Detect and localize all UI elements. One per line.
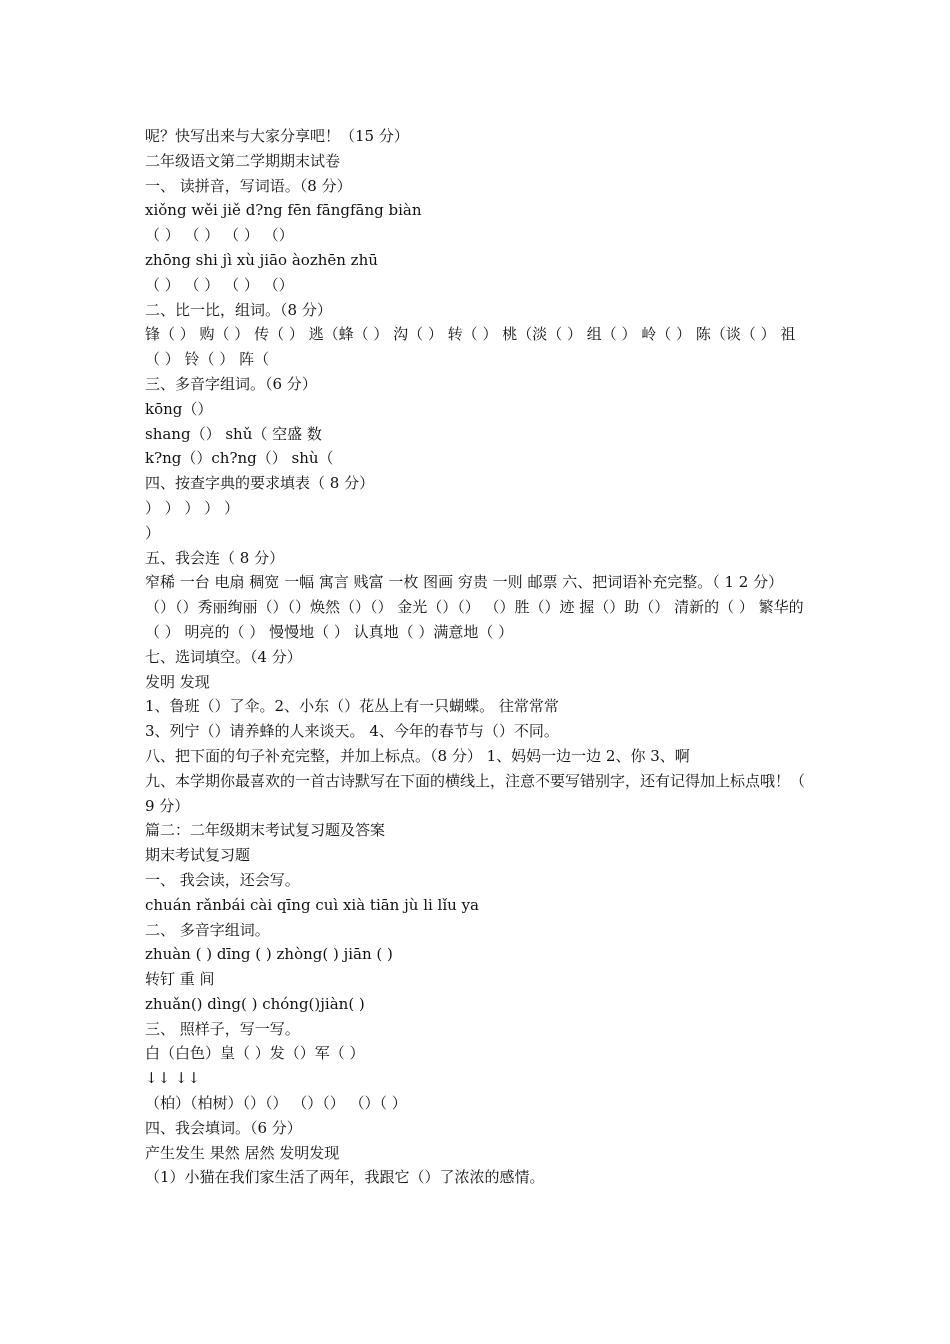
text-line: 白（白色）皇（ ）发（）军（ ） (145, 1044, 365, 1063)
arrow-line: ↓↓ ↓↓ (145, 1069, 201, 1088)
text-line: shang（） shǔ（ 空盛 数 (145, 424, 322, 443)
text-line: ） ） ） ） ） (145, 498, 240, 517)
section-heading: 二、比一比，组词。（8 分） (145, 300, 332, 319)
text-line: （）（）秀丽绚丽（）（）焕然（）（） 金光（）（） （）胜（）迹 握（）助（） 清新的（ ） 繁华的（ ） 明亮的（ ） 慢慢地（ ） 认真地（ ）满意地（ ） (145, 598, 804, 641)
text-line: 3、列宁（）请养蜂的人来谈天。 4、今年的春节与（）不同。 (145, 722, 559, 741)
section-heading: 七、选词填空。（4 分） (145, 647, 302, 666)
section-heading: 一、 读拼音，写词语。（8 分） (145, 176, 352, 195)
section-heading: 三、 照样子，写一写。 (145, 1019, 300, 1038)
exam-title: 二年级语文第二学期期末试卷 (145, 151, 341, 170)
section-heading: 二、 多音字组词。 (145, 920, 270, 939)
text-line: 呢？快写出来与大家分享吧！（15 分） (145, 127, 409, 145)
section-heading: 一、 我会读，还会写。 (145, 870, 300, 889)
exam-title: 期末考试复习题 (145, 846, 251, 865)
answer-blanks: （ ） （ ） （ ） （） (145, 226, 294, 245)
text-line: ） (145, 523, 161, 542)
text-line: k?ng（）ch?ng（） shù（ (145, 449, 334, 468)
text-line: 转钉 重 间 (145, 970, 215, 989)
pinyin-line: chuán rǎnbái cài qīng cuì xià tiān jù li lǐu ya (145, 895, 479, 914)
section-heading: 四、按查字典的要求填表（ 8 分） (145, 474, 375, 493)
text-line: 1、鲁班（）了伞。2、小东（）花丛上有一只蝴蝶。 往常常常 (145, 697, 559, 716)
text-line: 产生发生 果然 居然 发明发现 (145, 1143, 340, 1162)
text-line: kōng（） (145, 399, 213, 418)
section-heading: 三、多音字组词。（6 分） (145, 374, 317, 393)
text-line: （柏）（柏树）（）（） （）（） （）（ ） (145, 1094, 407, 1113)
pinyin-line: xiǒng wěi jiě d?ng fēn fāngfāng biàn (145, 201, 422, 220)
section-heading: 八、把下面的句子补充完整，并加上标点。（8 分） 1、妈妈一边一边 2、你 3、啊 (145, 746, 690, 765)
pinyin-line: zhuàn ( ) dīng ( ) zhòng( ) jiān ( ) (145, 945, 393, 964)
text-line: 窄稀 一台 电扇 稠宽 一幅 寓言 贱富 一枚 图画 穷贵 一则 邮票 六、把词语补充完整。（ 1 2 分） (145, 573, 784, 592)
article-title: 篇二：二年级期末考试复习题及答案 (145, 821, 386, 840)
pinyin-line: zhuǎn() dìng( ) chóng()jiàn( ) (145, 994, 365, 1013)
pinyin-line: zhōng shi jì xù jiāo àozhēn zhū (145, 250, 378, 269)
section-heading: 五、我会连（ 8 分） (145, 548, 285, 567)
text-line: 锋（ ） 购（ ） 传（ ） 逃（蜂（ ） 沟（ ） 转（ ） 桃（淡（ ） 组（ ） 岭（ ） 陈（谈（ ） 祖（ ） 铃（ ） 阵（ (145, 325, 796, 369)
section-heading: 九、本学期你最喜欢的一首古诗默写在下面的横线上，注意不要写错别字，还有记得加上标点哦！（ 9 分） (145, 771, 806, 815)
document-body (145, 124, 810, 1190)
section-heading: 四、我会填词。（6 分） (145, 1118, 302, 1137)
text-line: （1）小猫在我们家生活了两年，我跟它（）了浓浓的感情。 (145, 1168, 545, 1187)
text-line: 发明 发现 (145, 672, 210, 691)
answer-blanks: （ ） （ ） （ ） （） (145, 275, 294, 294)
